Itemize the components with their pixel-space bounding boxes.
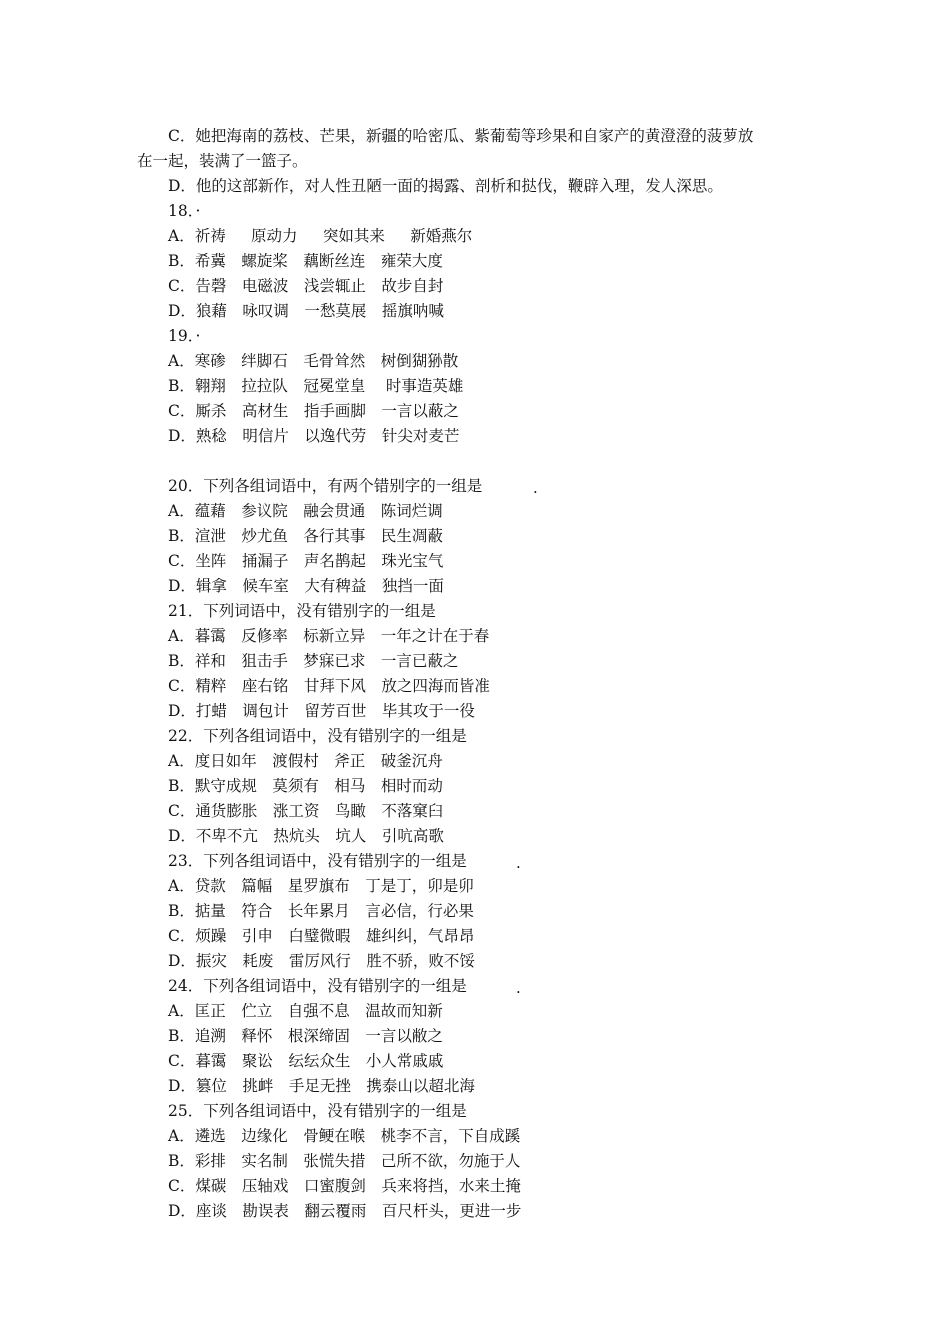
option-d: D．打蜡 调包计 留芳百世 毕其攻于一役 bbox=[168, 702, 475, 720]
question-21: 21．下列词语中，没有错别字的一组是 bbox=[168, 602, 436, 620]
answer-blank-dot: . bbox=[516, 854, 521, 872]
option-a: A．度日如年 渡假村 斧正 破釜沉舟 bbox=[168, 752, 443, 770]
option-c: C．告磬 电磁波 浅尝辄止 故步自封 bbox=[168, 277, 444, 295]
text-line: C．她把海南的荔枝、芒果，新疆的哈密瓜、紫葡萄等珍果和自家产的黄澄澄的菠萝放 bbox=[168, 127, 754, 145]
option-d: D．狼藉 咏叹调 一愁莫展 摇旗呐喊 bbox=[168, 302, 444, 320]
option-d: D．座谈 勘误表 翻云覆雨 百尺杆头，更进一步 bbox=[168, 1202, 522, 1220]
question-number-18: 18．· bbox=[168, 202, 201, 220]
option-b: B．默守成规 莫须有 相马 相时而动 bbox=[168, 777, 443, 795]
option-b: B．祥和 狙击手 梦寐已求 一言已蔽之 bbox=[168, 652, 459, 670]
option-b: B．翱翔 拉拉队 冠冕堂皇 时事造英雄 bbox=[168, 377, 464, 395]
option-a: A．寒碜 绊脚石 毛骨耸然 树倒猢狲散 bbox=[168, 352, 459, 370]
option-a: A．贷款 篇幅 星罗旗布 丁是丁，卯是卯 bbox=[168, 877, 474, 895]
answer-blank-dot: . bbox=[516, 979, 521, 997]
option-c: C．厮杀 高材生 指手画脚 一言以蔽之 bbox=[168, 402, 459, 420]
text-line: D．他的这部新作，对人性丑陋一面的揭露、剖析和挞伐，鞭辟入理，发人深思。 bbox=[168, 177, 723, 195]
option-b: B．彩排 实名制 张慌失措 己所不欲，勿施于人 bbox=[168, 1152, 521, 1170]
question-number-19: 19．· bbox=[168, 327, 201, 345]
option-c: C．精粹 座右铭 甘拜下风 放之四海而皆准 bbox=[168, 677, 490, 695]
question-25: 25．下列各组词语中，没有错别字的一组是 bbox=[168, 1102, 467, 1120]
option-c: C．暮霭 聚讼 纭纭众生 小人常戚戚 bbox=[168, 1052, 444, 1070]
option-b: B．掂量 符合 长年累月 言必信，行必果 bbox=[168, 902, 474, 920]
option-d: D．不卑不亢 热炕头 坑人 引吭高歌 bbox=[168, 827, 444, 845]
option-b: B．希冀 螺旋桨 藕断丝连 雍荣大度 bbox=[168, 252, 443, 270]
option-d: D．振灾 耗废 雷厉风行 胜不骄，败不馁 bbox=[168, 952, 475, 970]
option-b: B．追溯 释怀 根深缔固 一言以敝之 bbox=[168, 1027, 443, 1045]
option-c: C．通货膨胀 涨工资 鸟瞰 不落窠臼 bbox=[168, 802, 444, 820]
question-20: 20．下列各组词语中，有两个错别字的一组是 bbox=[168, 477, 483, 495]
option-a: A．蕴藉 参议院 融会贯通 陈词烂调 bbox=[168, 502, 443, 520]
option-d: D．辑拿 候车室 大有稗益 独挡一面 bbox=[168, 577, 444, 595]
option-c: C．坐阵 捅漏子 声名鹊起 珠光宝气 bbox=[168, 552, 444, 570]
question-23: 23．下列各组词语中，没有错别字的一组是 bbox=[168, 852, 467, 870]
option-a: A．暮霭 反修率 标新立异 一年之计在于春 bbox=[168, 627, 490, 645]
option-a: A．匡正 伫立 自强不息 温故而知新 bbox=[168, 1002, 443, 1020]
option-d: D．熟稔 明信片 以逸代劳 针尖对麦芒 bbox=[168, 427, 460, 445]
option-c: C．煤碳 压轴戏 口蜜腹剑 兵来将挡，水来土掩 bbox=[168, 1177, 521, 1195]
answer-blank-dot: . bbox=[533, 479, 538, 497]
option-a: A．遴选 边缘化 骨鲠在喉 桃李不言，下自成蹊 bbox=[168, 1127, 521, 1145]
text-line: 在一起，装满了一篮子。 bbox=[137, 152, 308, 170]
option-c: C．烦躁 引申 白璧微暇 雄纠纠，气昂昂 bbox=[168, 927, 475, 945]
question-24: 24．下列各组词语中，没有错别字的一组是 bbox=[168, 977, 467, 995]
option-a: A．祈祷 原动力 突如其来 新婚燕尔 bbox=[168, 227, 473, 245]
question-22: 22．下列各组词语中，没有错别字的一组是 bbox=[168, 727, 467, 745]
option-b: B．渲泄 炒尤鱼 各行其事 民生凋蔽 bbox=[168, 527, 443, 545]
option-d: D．篡位 挑衅 手足无挫 携泰山以超北海 bbox=[168, 1077, 475, 1095]
